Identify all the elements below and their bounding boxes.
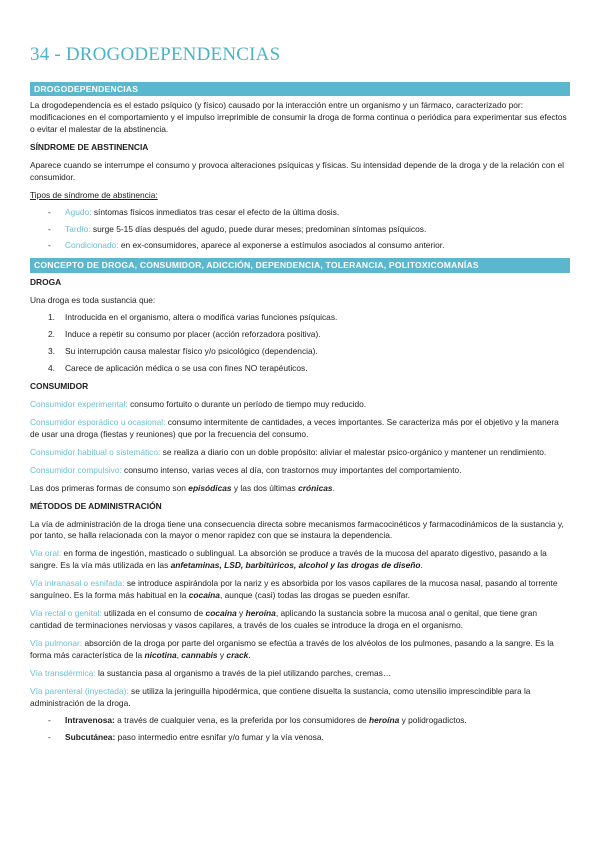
via-oral (30, 548, 570, 572)
section-band-concepto: CONCEPTO DE DROGA, CONSUMIDOR, ADICCIÓN, DEPENDENCIA, TOLERANCIA, POLITOXICOMANÍAS (30, 258, 570, 272)
via-intranasal (30, 578, 570, 602)
list-item (48, 312, 570, 324)
text-run: Las dos primeras formas de consumo son (30, 482, 189, 493)
text-run: se utiliza la jeringuilla hipodérmica, que contiene disuelta la sustancia, como utensilio imprescindible para la administración de la droga. (30, 685, 531, 708)
text-run: utilizada en el consumo de (101, 608, 206, 619)
emphasis: crack (226, 649, 249, 660)
consumidor-heading: CONSUMIDOR (30, 381, 89, 392)
list-text: Su interrupción causa malestar físico y/o psicológico (dependencia). (65, 346, 318, 357)
via-transdermica (30, 668, 570, 680)
list-number: 2. (48, 329, 55, 340)
term-label: Consumidor compulsivo: (30, 464, 122, 475)
droga-heading: DROGA (30, 276, 62, 287)
consumidor-paragraph (30, 399, 570, 411)
metodos-heading: MÉTODOS DE ADMINISTRACIÓN (30, 500, 162, 511)
consumidor-paragraph (30, 417, 570, 441)
list-number: 3. (48, 346, 55, 357)
metodos-paragraph: La vía de administración de la droga tiene una consecuencia directa sobre mecanismos farmacocinéticos y farmacodinámicos de la sustancia y, por tanto, se halla relacionada con la mayor o menor rapidez con que se instaura la dependencia. (30, 518, 564, 541)
text-run: paso intermedio entre esnifar y/o fumar y la vía venosa. (115, 732, 324, 743)
term-label: Condicionado: (65, 240, 119, 251)
list-text: Introducida en el organismo, altera o modifica varias funciones psíquicas. (65, 312, 338, 323)
list-item (48, 715, 570, 727)
list-text: Induce a repetir su consumo por placer (acción reforzadora positiva). (65, 329, 321, 340)
list-item (48, 329, 570, 341)
text-run: , (176, 649, 182, 660)
text-run: , aunque (casi) todas las drogas se pueden esnifar. (219, 590, 410, 601)
list-text: Carece de aplicación médica o se usa con fines NO terapéuticos. (65, 363, 308, 374)
term-text: consumo intenso, varias veces al día, con trastornos muy importantes del comportamiento. (121, 464, 462, 475)
consumidor-paragraph (30, 465, 570, 477)
term-text: se realiza a diario con un doble propósito: aliviar el malestar psico-orgánico y mantener un rendimiento. (160, 446, 547, 457)
term-label: Vía oral: (30, 548, 62, 559)
emphasis: nicotina (144, 649, 177, 660)
emphasis: heroína (245, 608, 276, 619)
section-band-drogodependencias: DROGODEPENDENCIAS (30, 82, 570, 96)
emphasis: anfetaminas, LSD, barbitúricos, alcohol y las drogas de diseño (170, 560, 421, 571)
text-run: absorción de la droga por parte del organismo se efectúa a través de los alvéolos de los pulmones, pasando a la sangre. Es la forma más característica de la (30, 637, 554, 660)
list-number: 1. (48, 312, 55, 323)
via-parenteral (30, 686, 570, 710)
term-label: Vía intranasal o esnifada: (30, 578, 125, 589)
term-label: Vía transdérmica: (30, 667, 96, 678)
term-label: Vía rectal o genital: (30, 608, 102, 619)
text-run: y (217, 649, 227, 660)
term-text: en ex-consumidores, aparece al exponerse a estímulos asociados al consumo anterior. (118, 240, 445, 251)
term-text: surge 5-15 días después del agudo, puede durar meses; predominan síntomas psíquicos. (90, 223, 427, 234)
list-item (48, 240, 570, 252)
term-label: Tardío: (65, 223, 91, 234)
list-item (48, 207, 570, 219)
tipos-heading: Tipos de síndrome de abstinencia: (30, 189, 158, 200)
via-pulmonar (30, 638, 570, 662)
emphasis: cocaína (205, 608, 237, 619)
emphasis: crónicas (298, 482, 333, 493)
text-run: , aplicando la sustancia sobre la mucosa anal o genital, que tiene gran cantidad de terminaciones nerviosas y vasos capilares, a través de los cuales se introduce la droga en el organismo. (30, 608, 538, 630)
term-text: síntomas físicos inmediatos tras cesar el efecto de la última dosis. (91, 206, 340, 217)
list-item (48, 732, 570, 744)
abstinencia-paragraph: Aparece cuando se interrumpe el consumo y provoca alteraciones psíquicas y físicas. Su intensidad depende de la droga y de la relación con el consumidor. (30, 159, 564, 182)
term-label: Intravenosa: (65, 715, 115, 726)
term-label: Consumidor experimental: (30, 399, 128, 410)
term-label: Consumidor habitual o sistemático: (30, 446, 161, 457)
tipos-list (30, 207, 570, 253)
abstinencia-heading: SÍNDROME DE ABSTINENCIA (30, 141, 149, 152)
term-label: Vía pulmonar: (30, 637, 83, 648)
emphasis: heroína (369, 715, 400, 726)
text-run: se introduce aspirándola por la nariz y es absorbida por los vasos capilares de la mucosa nasal, pasando al torrente sanguíneo. Es la forma más habitual en la (30, 578, 558, 601)
list-item (48, 363, 570, 375)
text-run: y polidrogadictos. (399, 715, 467, 726)
list-item (48, 224, 570, 236)
text-run: y (236, 608, 246, 619)
term-label: Agudo: (65, 206, 92, 217)
term-label: Subcutánea: (65, 732, 116, 743)
term-label: Vía parenteral (inyectada): (30, 685, 129, 696)
consumidor-paragraph (30, 447, 570, 459)
consumidor-summary (30, 483, 570, 495)
emphasis: cannabis (181, 649, 218, 660)
list-item (48, 346, 570, 358)
droga-list (30, 312, 570, 375)
text-run: la sustancia pasa al organismo a través de la piel utilizando parches, cremas… (95, 667, 392, 678)
emphasis: episódicas (188, 482, 232, 493)
droga-paragraph: Una droga es toda sustancia que: (30, 294, 156, 305)
text-run: . (248, 649, 251, 660)
text-run: . (332, 482, 335, 493)
text-run: y las dos últimas (231, 482, 299, 493)
intro-paragraph: La drogodependencia es el estado psíquico (y físico) causado por la interacción entre un organismo y un fármaco, caracterizado por: modificaciones en el comportamiento y el impulso irreprimible de consumir la droga de forma continua o periódica para experimentar sus efectos o evitar el malestar de la abstinencia. (30, 100, 567, 135)
term-text: consumo fortuito o durante un período de tiempo muy reducido. (127, 399, 367, 410)
text-run: en forma de ingestión, masticado o sublingual. La absorción se produce a través de la mucosa del aparato digestivo, pasando a la sangre. Es la vía más utilizada en las (30, 548, 547, 571)
text-run: . (420, 560, 423, 571)
term-text: consumo intermitente de cantidades, a veces importantes. Se caracteriza más por el objetivo y la manera de usar una droga (fiestas y reuniones) que por la frecuencia del consumo. (30, 416, 559, 439)
emphasis: cocaína (188, 590, 220, 601)
term-label: Consumidor esporádico u ocasional: (30, 416, 166, 427)
list-number: 4. (48, 363, 55, 374)
parenteral-list (30, 715, 570, 744)
page-title: 34 - DROGODEPENDENCIAS (30, 44, 281, 65)
text-run: a través de cualquier vena, es la preferida por los consumidores de (114, 715, 369, 726)
via-rectal (30, 608, 570, 632)
